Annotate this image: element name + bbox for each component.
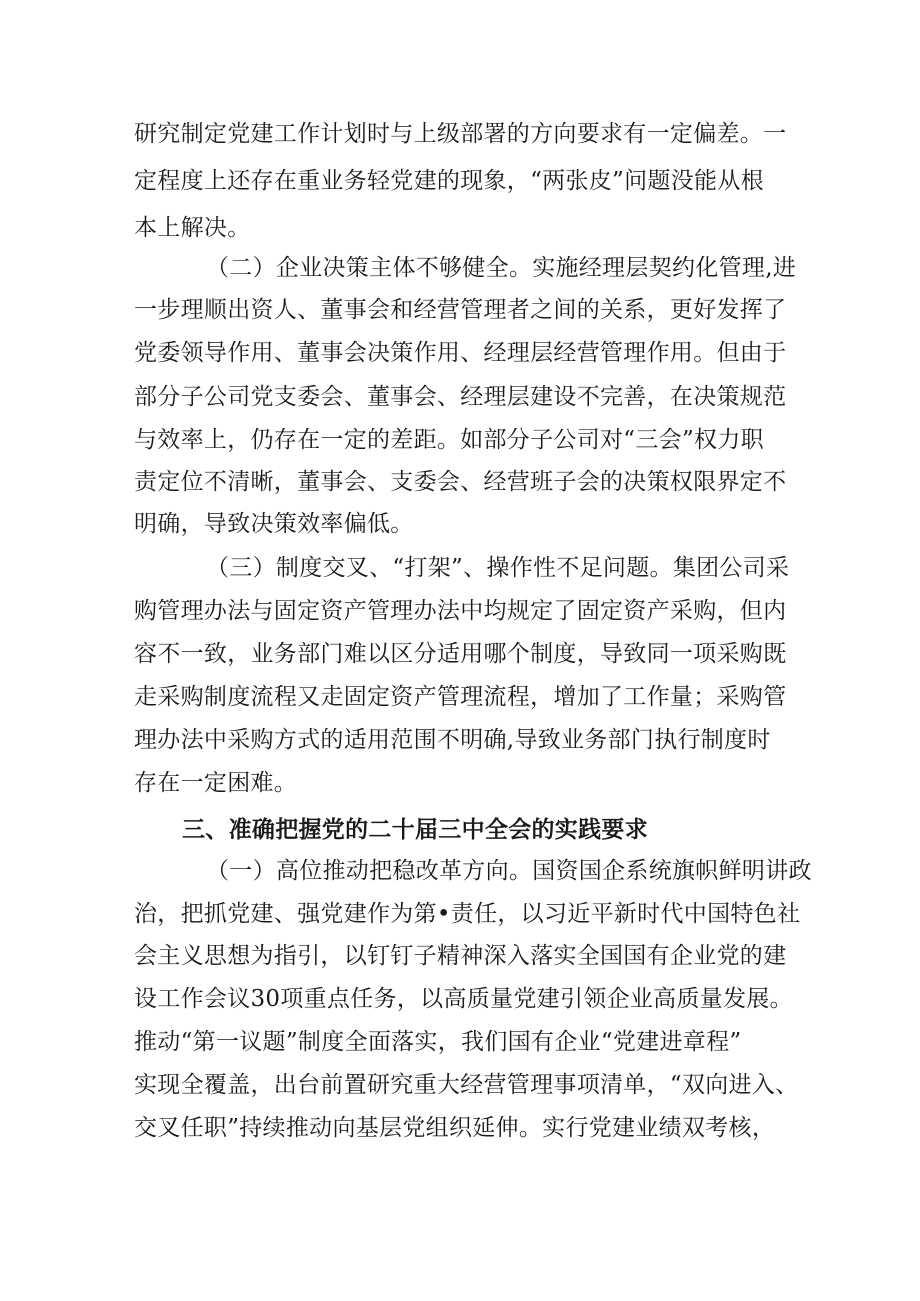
- text-line: 理办法中采购方式的适用范围不明确,导致业务部门执行制度时: [134, 727, 771, 753]
- text-line: 与效率上，仍存在一定的差距。如部分子公司对“三会”权力职: [134, 427, 764, 453]
- text-line: 一步理顺出资人、董事会和经营管理者之间的关系，更好发挥了: [134, 297, 787, 323]
- section-two-paragraph-start: （二）企业决策主体不够健全。实施经理层契约化管理,进: [206, 255, 797, 281]
- text-line: 研究制定党建工作计划时与上级部署的方向要求有一定偏差。一: [134, 121, 787, 147]
- text-line: 推动“第一议题”制度全面落实，我们国有企业“党建进章程”: [134, 1029, 742, 1055]
- section-heading: 三、准确把握党的二十届三中全会的实践要求: [182, 817, 648, 843]
- text-line: 党委领导作用、董事会决策作用、经理层经营管理作用。但由于: [134, 340, 787, 366]
- text-line: 走采购制度流程又走固定资产管理流程，增加了工作量；采购管: [134, 684, 787, 710]
- text-line: 治，把抓党建、强党建作为第•责任，以习近平新时代中国特色社: [134, 901, 801, 927]
- section-three-paragraph-start: （三）制度交叉、“打架”、操作性不足问题。集团公司采: [206, 555, 790, 581]
- text-line: 明确，导致决策效率偏低。: [134, 511, 414, 537]
- text-line: 交叉任职”持续推动向基层党组织延伸。实行党建业绩双考核，: [134, 1115, 776, 1141]
- text-line: 本上解决。: [134, 215, 251, 241]
- subsection-one-paragraph-start: （一）高位推动把稳改革方向。国资国企系统旗帜鲜明讲政: [206, 858, 812, 884]
- text-line: 存在一定困难。: [134, 770, 298, 796]
- text-line: 购管理办法与固定资产管理办法中均规定了固定资产采购，但内: [134, 598, 787, 624]
- text-line: 实现全覆盖，出台前置研究重大经营管理事项清单，“双向进入、: [134, 1072, 799, 1098]
- text-line: 定程度上还存在重业务轻党建的现象，“两张皮”问题没能从根: [134, 168, 764, 194]
- text-line: 会主义思想为指引，以钉钉子精神深入落实全国国有企业党的建: [134, 943, 787, 969]
- text-line: 设工作会议30项重点任务，以高质量党建引领企业高质量发展。: [134, 986, 793, 1012]
- text-line: 部分子公司党支委会、董事会、经理层建设不完善，在决策规范: [134, 384, 787, 410]
- text-line: 容不一致，业务部门难以区分适用哪个制度，导致同一项采购既: [134, 641, 787, 667]
- text-line: 责定位不清晰，董事会、支委会、经营班子会的决策权限界定不: [134, 469, 787, 495]
